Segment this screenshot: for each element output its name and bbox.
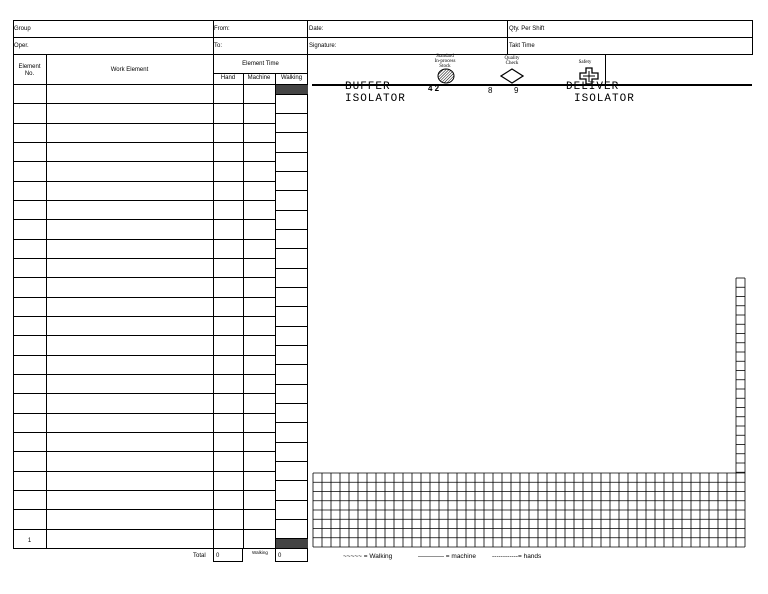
legend-machine: ———— = machine bbox=[418, 553, 476, 560]
divider-elementno bbox=[46, 54, 47, 549]
buffer-label-2: ISOLATOR bbox=[345, 93, 406, 105]
table-row-line bbox=[13, 413, 275, 414]
date-label: Date: bbox=[309, 26, 324, 32]
total-label: Total bbox=[193, 553, 206, 559]
table-row-line bbox=[13, 103, 275, 104]
walking-row-line bbox=[275, 345, 308, 346]
table-row-line bbox=[13, 374, 275, 375]
element-no-header-2: No. bbox=[24, 71, 35, 77]
signature-label: Signature: bbox=[309, 43, 337, 49]
quality-label-1: Quality bbox=[504, 56, 520, 61]
table-header-bottom bbox=[13, 84, 308, 85]
standard-label-2: In-process bbox=[434, 59, 456, 64]
standard-stock-icon bbox=[436, 68, 456, 84]
table-row-line bbox=[13, 471, 275, 472]
walking-row-line bbox=[275, 287, 308, 288]
table-row-line bbox=[13, 142, 275, 143]
walking-row-line bbox=[275, 152, 308, 153]
deliver-label-2: ISOLATOR bbox=[574, 93, 635, 105]
buffer-label-1: BUFFER bbox=[345, 81, 391, 93]
safety-label: Safety bbox=[578, 60, 592, 65]
to-label: To: bbox=[214, 43, 223, 49]
takt-time-label: Takt Time bbox=[509, 43, 535, 49]
legend-walking: ~~~~~ = Walking bbox=[343, 553, 393, 560]
frame-left bbox=[13, 20, 14, 549]
table-row-line bbox=[13, 355, 275, 356]
table-row-line bbox=[13, 393, 275, 394]
walking-row-line bbox=[275, 422, 308, 423]
walking-row-line bbox=[275, 171, 308, 172]
work-element-header: Work Element bbox=[110, 67, 149, 73]
divider-qty bbox=[507, 20, 508, 54]
table-row-line bbox=[13, 277, 275, 278]
table-row-line bbox=[13, 335, 275, 336]
walking-row-line bbox=[275, 132, 308, 133]
standard-label-3: Stock bbox=[439, 64, 451, 69]
table-row-line bbox=[13, 509, 275, 510]
qty-per-shift-label: Qty. Per Shift bbox=[509, 26, 545, 32]
oper-label: Oper. bbox=[14, 43, 29, 49]
walking-row-line bbox=[275, 364, 308, 365]
table-row-line bbox=[13, 123, 275, 124]
walking-total-caption: Walking bbox=[252, 550, 268, 555]
table-row-line bbox=[13, 219, 275, 220]
table-row-line bbox=[13, 316, 275, 317]
group-label: Group bbox=[14, 26, 31, 32]
walking-row-line bbox=[275, 403, 308, 404]
walking-total-box bbox=[275, 549, 308, 562]
walking-row-line bbox=[275, 229, 308, 230]
walking-total-value: 0 bbox=[278, 553, 282, 559]
station-8: 8 bbox=[488, 86, 493, 95]
frame-right-header bbox=[752, 20, 753, 54]
walking-row-line bbox=[275, 326, 308, 327]
header-row-divider bbox=[13, 37, 753, 38]
legend-hands: ------------= hands bbox=[492, 553, 542, 560]
standard-label-1: Standard bbox=[436, 54, 454, 59]
walking-header: Walking bbox=[280, 75, 303, 81]
divider-work-time bbox=[213, 20, 214, 549]
element-time-header: Element Time bbox=[242, 61, 279, 67]
divider-machine-walking bbox=[275, 73, 276, 549]
walking-row-line bbox=[275, 461, 308, 462]
header-row-divider-2 bbox=[13, 54, 753, 55]
station-numbers: 4 2 bbox=[428, 84, 440, 93]
divider-table-layout bbox=[307, 20, 308, 549]
walking-row-line bbox=[275, 268, 308, 269]
machine-header: Machine bbox=[247, 75, 271, 81]
walking-row-line bbox=[275, 384, 308, 385]
walking-row-line bbox=[275, 480, 308, 481]
divider-hand-machine bbox=[243, 73, 244, 549]
table-row-line bbox=[13, 297, 275, 298]
table-row-line bbox=[13, 490, 275, 491]
walking-row-line bbox=[275, 519, 308, 520]
table-row-line bbox=[13, 239, 275, 240]
from-label: From: bbox=[214, 26, 230, 32]
time-chart-grid bbox=[312, 277, 748, 551]
hand-total-box bbox=[213, 549, 243, 562]
deliver-label-1: DELIVER bbox=[566, 81, 620, 93]
symbol-area-divider bbox=[605, 54, 606, 84]
walking-row-line bbox=[275, 248, 308, 249]
table-row-line bbox=[13, 529, 275, 530]
table-row-line bbox=[13, 432, 275, 433]
table-row-line bbox=[13, 451, 275, 452]
walking-row-line bbox=[275, 190, 308, 191]
quality-check-diamond-icon bbox=[500, 68, 524, 84]
element-no-header-1: Element bbox=[18, 64, 41, 70]
table-row-line bbox=[13, 258, 275, 259]
frame-top bbox=[13, 20, 753, 21]
walking-row-line bbox=[275, 500, 308, 501]
walking-row-line bbox=[275, 442, 308, 443]
walking-filled-cell-top bbox=[276, 85, 308, 94]
table-row-line bbox=[13, 181, 275, 182]
table-row-line bbox=[13, 161, 275, 162]
walking-row-line bbox=[275, 210, 308, 211]
walking-row-line bbox=[275, 306, 308, 307]
hand-total-value: 0 bbox=[216, 553, 220, 559]
station-9: 9 bbox=[514, 86, 519, 95]
quality-label-2: Check bbox=[505, 61, 519, 66]
walking-filled-cell-bottom bbox=[276, 539, 308, 548]
table-row-line bbox=[13, 200, 275, 201]
hand-header: Hand bbox=[220, 75, 236, 81]
walking-row-line bbox=[275, 113, 308, 114]
first-row-number: 1 bbox=[27, 538, 32, 544]
walking-row-line bbox=[275, 94, 308, 95]
